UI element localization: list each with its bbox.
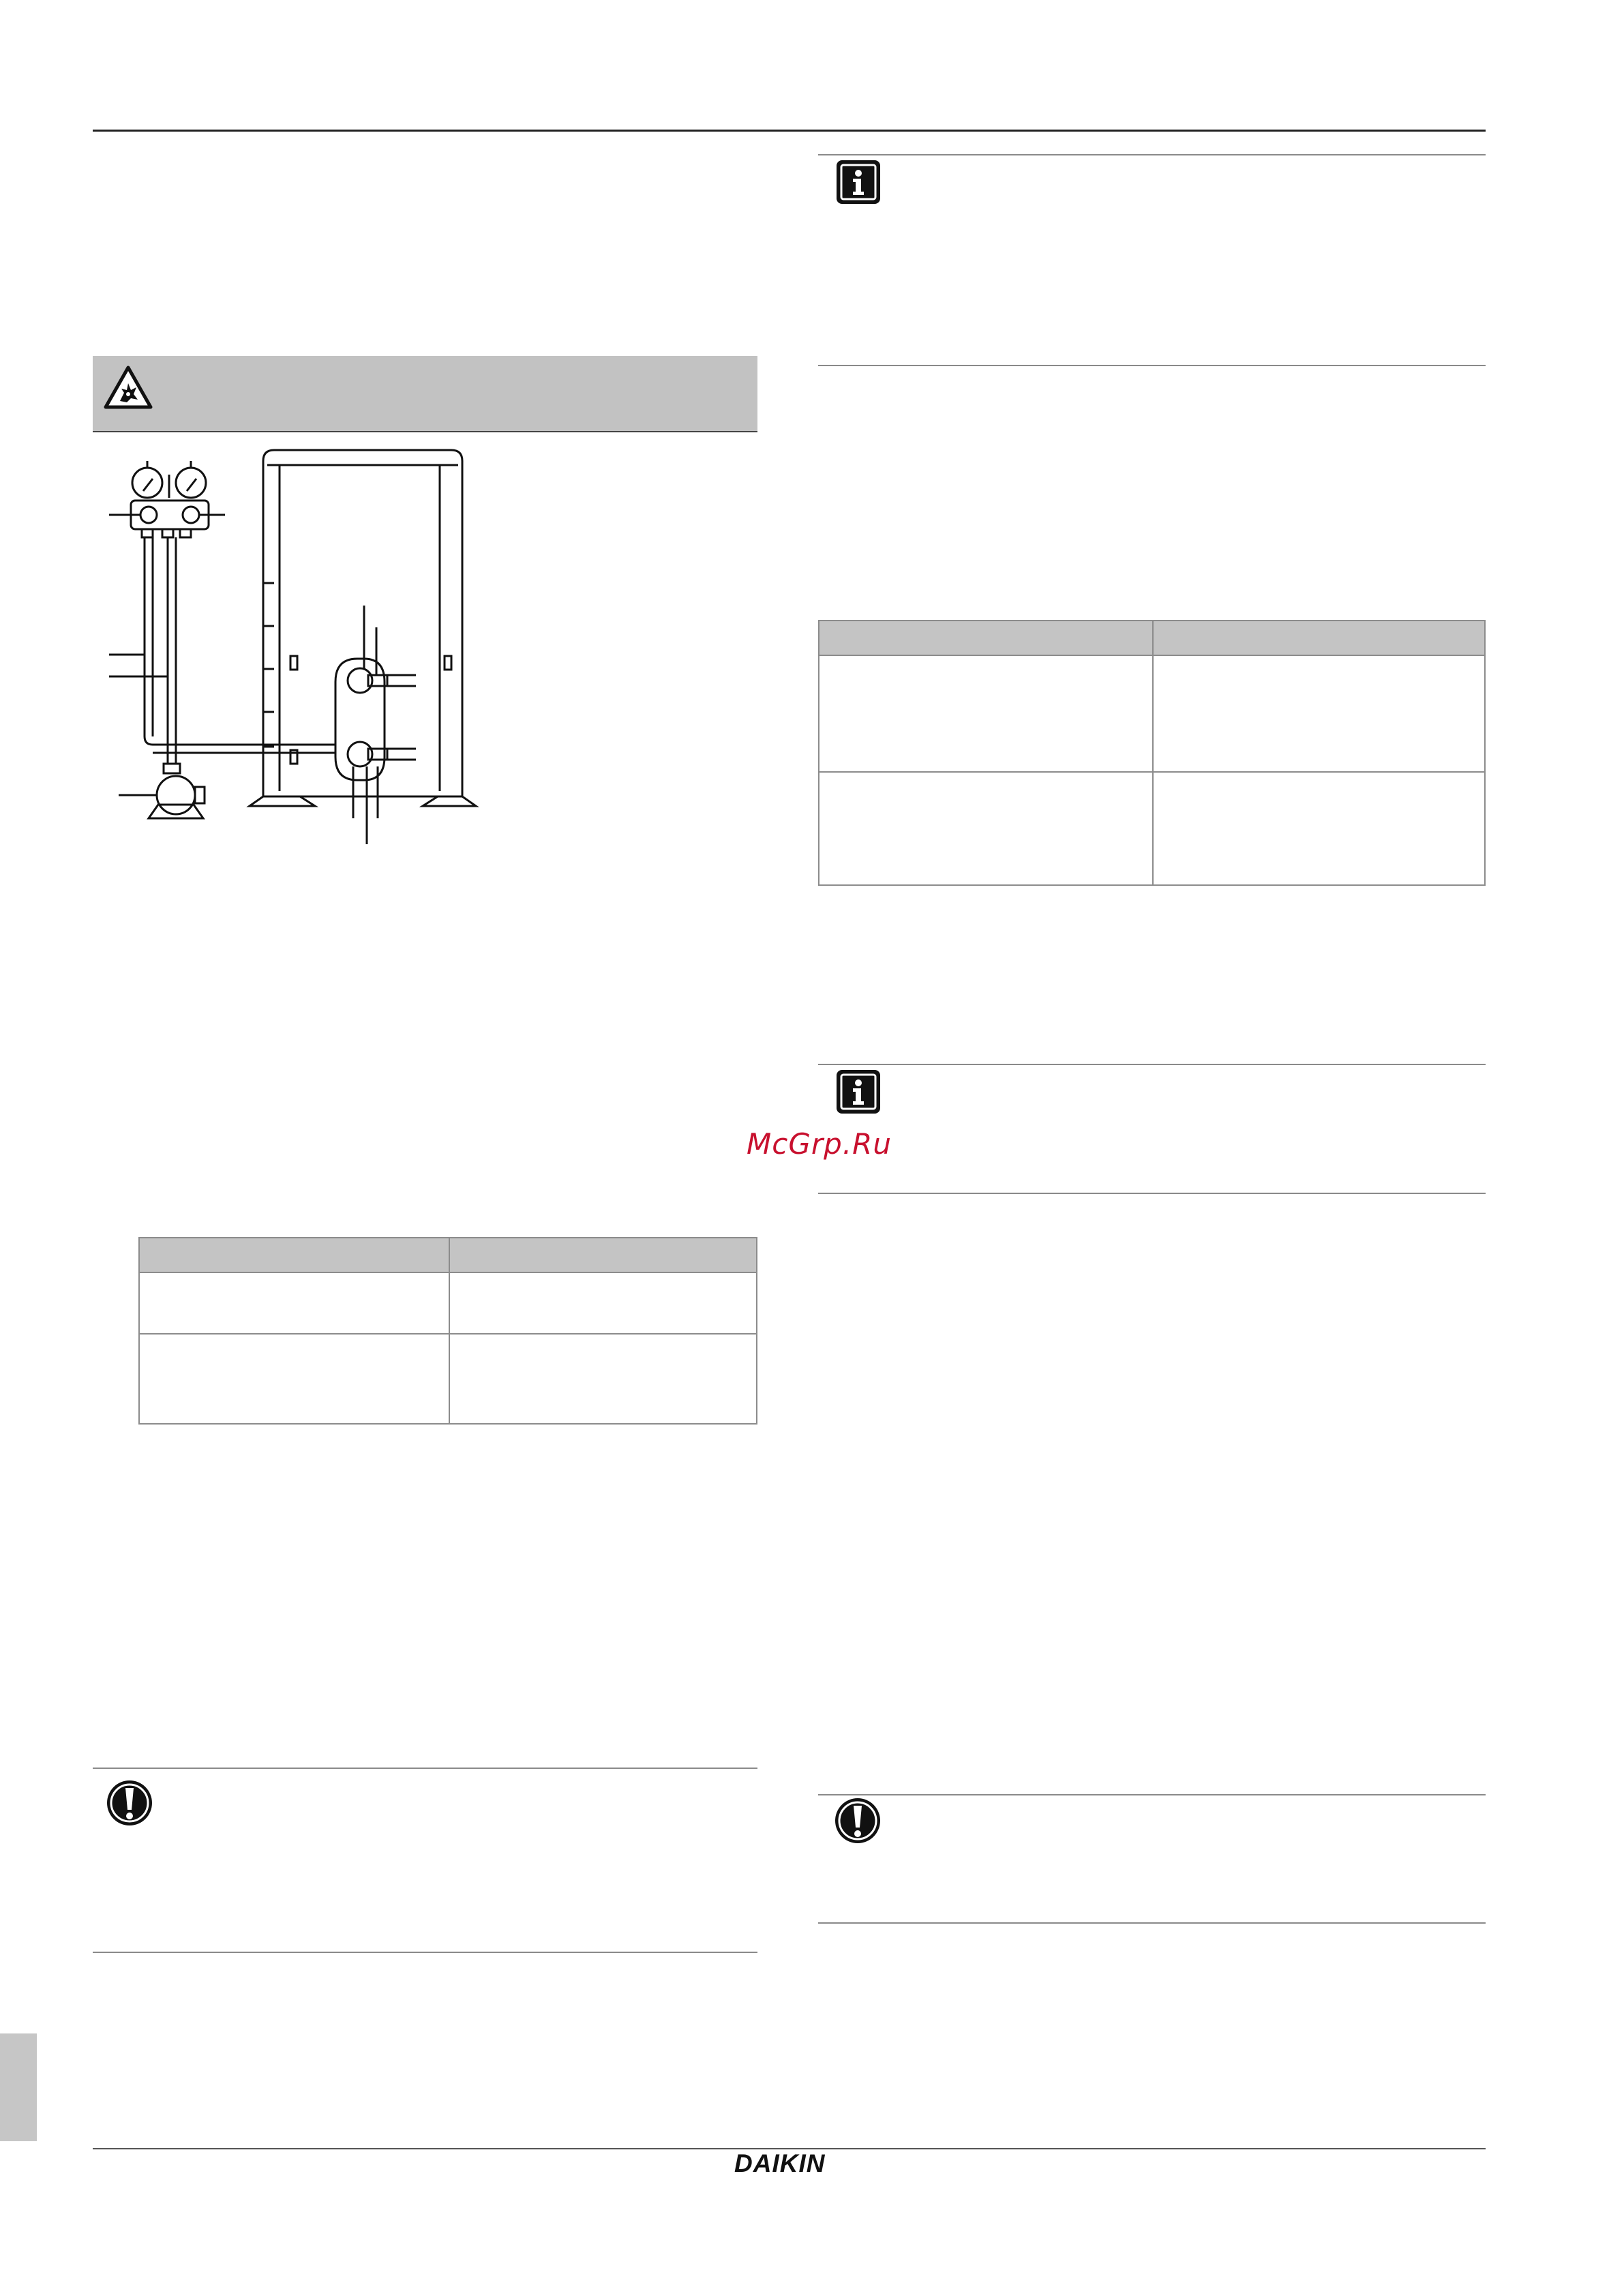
left-notice-bottom-rule (93, 1952, 757, 1953)
vacuum-pump-connection-diagram (95, 436, 505, 846)
information-icon (835, 1069, 882, 1118)
left-notice-top-rule (93, 1768, 757, 1769)
info-block-2-top-rule (818, 1064, 1486, 1065)
table-row (139, 1334, 757, 1424)
page-top-rule (93, 130, 1486, 132)
daikin-logo: DAIKIN (734, 2149, 826, 2177)
right-table (818, 620, 1486, 886)
warning-banner (93, 356, 757, 431)
left-table-header-col2 (449, 1238, 757, 1272)
table-row (819, 655, 1485, 772)
info-block-1-bottom-rule (818, 365, 1486, 366)
right-notice-bottom-rule (818, 1922, 1486, 1924)
watermark-text: McGrp.Ru (747, 1127, 892, 1161)
right-table-header-col1 (819, 621, 1153, 655)
warning-banner-bottom-rule (93, 431, 757, 432)
info-block-1-top-rule (818, 154, 1486, 155)
explosion-warning-icon (104, 366, 153, 412)
left-table (138, 1237, 757, 1425)
exclamation-notice-icon (833, 1796, 882, 1848)
right-table-header-col2 (1153, 621, 1485, 655)
language-side-tab (0, 2033, 37, 2141)
right-notice-top-rule (818, 1794, 1486, 1795)
left-table-header-col1 (139, 1238, 449, 1272)
info-block-2-bottom-rule (818, 1193, 1486, 1194)
information-icon (835, 159, 882, 208)
table-row (819, 772, 1485, 885)
exclamation-notice-icon (105, 1778, 154, 1830)
table-row (139, 1272, 757, 1334)
